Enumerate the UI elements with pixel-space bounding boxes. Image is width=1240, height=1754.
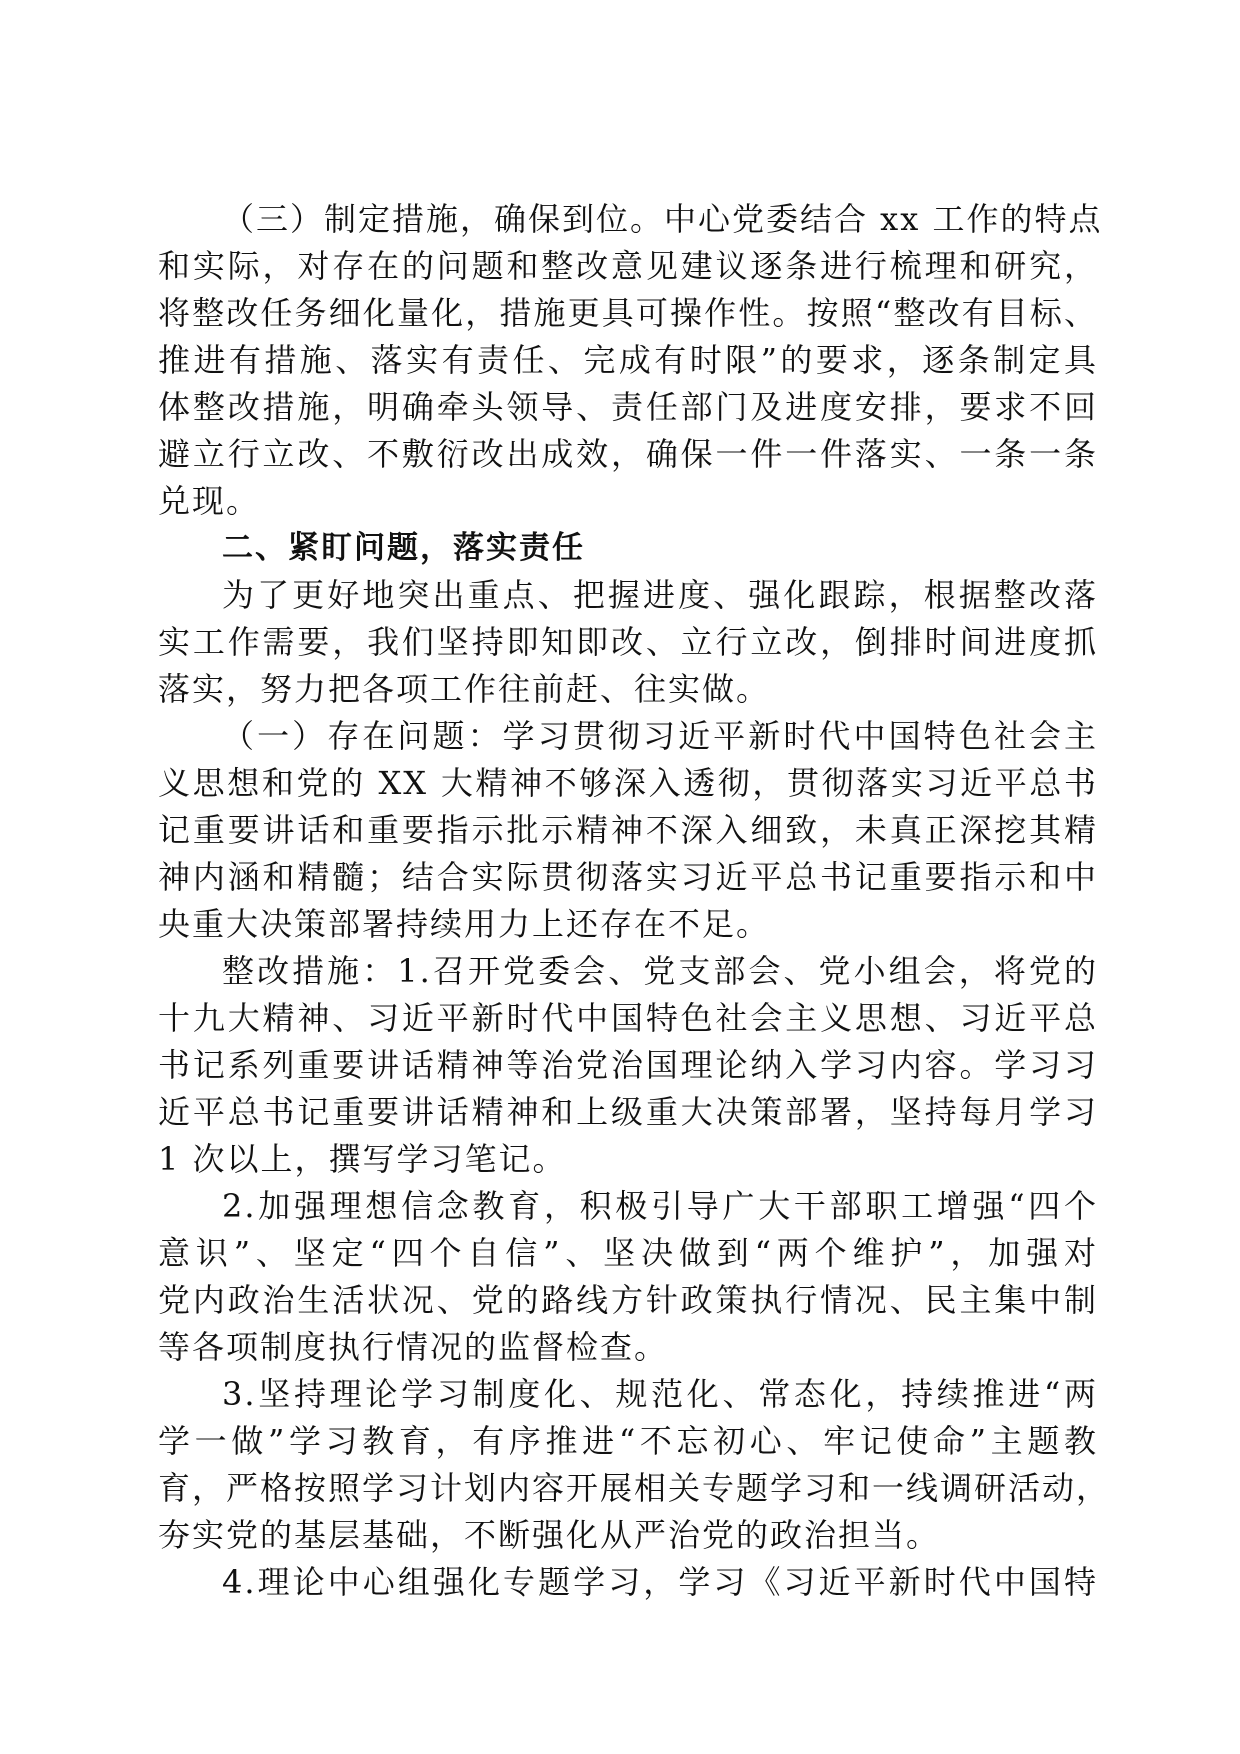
paragraph-line: 记重要讲话和重要指示批示精神不深入细致，未真正深挖其精 — [158, 811, 1098, 849]
paragraph-line: 意识”、坚定“四个自信”、坚决做到“两个维护”，加强对 — [158, 1234, 1098, 1272]
paragraph-line: 体整改措施，明确牵头领导、责任部门及进度安排，要求不回 — [158, 388, 1098, 426]
paragraph-line: 兑现。 — [158, 482, 261, 520]
paragraph-line: 夯实党的基层基础，不断强化从严治党的政治担当。 — [158, 1516, 941, 1554]
paragraph-line: 避立行立改、不敷衍改出成效，确保一件一件落实、一条一条 — [158, 435, 1098, 473]
paragraph-line: 1 次以上，撰写学习笔记。 — [158, 1140, 567, 1178]
paragraph-line: 十九大精神、习近平新时代中国特色社会主义思想、习近平总 — [158, 999, 1098, 1037]
paragraph-line: 3.坚持理论学习制度化、规范化、常态化，持续推进“两 — [222, 1375, 1098, 1413]
paragraph-line: 学一做”学习教育，有序推进“不忘初心、牢记使命”主题教 — [158, 1422, 1098, 1460]
paragraph-line: 义思想和党的 XX 大精神不够深入透彻，贯彻落实习近平总书 — [158, 764, 1098, 802]
paragraph-line: 落实，努力把各项工作往前赶、往实做。 — [158, 670, 771, 708]
paragraph-line: 书记系列重要讲话精神等治党治国理论纳入学习内容。学习习 — [158, 1046, 1098, 1084]
paragraph-line: （一）存在问题：学习贯彻习近平新时代中国特色社会主 — [222, 717, 1098, 755]
paragraph-line: 育，严格按照学习计划内容开展相关专题学习和一线调研活动， — [158, 1469, 1111, 1507]
paragraph-line: 2.加强理想信念教育，积极引导广大干部职工增强“四个 — [222, 1187, 1098, 1225]
paragraph-line: 整改措施：1.召开党委会、党支部会、党小组会，将党的 — [222, 952, 1098, 990]
paragraph-line: 神内涵和精髓；结合实际贯彻落实习近平总书记重要指示和中 — [158, 858, 1098, 896]
paragraph-line: 将整改任务细化量化，措施更具可操作性。按照“整改有目标、 — [158, 294, 1098, 332]
paragraph-line: 近平总书记重要讲话精神和上级重大决策部署，坚持每月学习 — [158, 1093, 1098, 1131]
paragraph-line: 推进有措施、落实有责任、完成有时限”的要求，逐条制定具 — [158, 341, 1098, 379]
paragraph-line: 党内政治生活状况、党的路线方针政策执行情况、民主集中制 — [158, 1281, 1098, 1319]
paragraph-line: 4.理论中心组强化专题学习，学习《习近平新时代中国特 — [222, 1563, 1098, 1601]
section-heading: 二、紧盯问题，落实责任 — [222, 530, 585, 566]
paragraph-line: 为了更好地突出重点、把握进度、强化跟踪，根据整改落 — [222, 576, 1098, 614]
paragraph-line: （三）制定措施，确保到位。中心党委结合 xx 工作的特点 — [222, 200, 1103, 238]
paragraph-line: 实工作需要，我们坚持即知即改、立行立改，倒排时间进度抓 — [158, 623, 1098, 661]
paragraph-line: 和实际，对存在的问题和整改意见建议逐条进行梳理和研究， — [158, 247, 1098, 285]
document-body — [158, 196, 1111, 1606]
paragraph-line: 等各项制度执行情况的监督检查。 — [158, 1328, 669, 1366]
paragraph-line: 央重大决策部署持续用力上还存在不足。 — [158, 905, 771, 943]
